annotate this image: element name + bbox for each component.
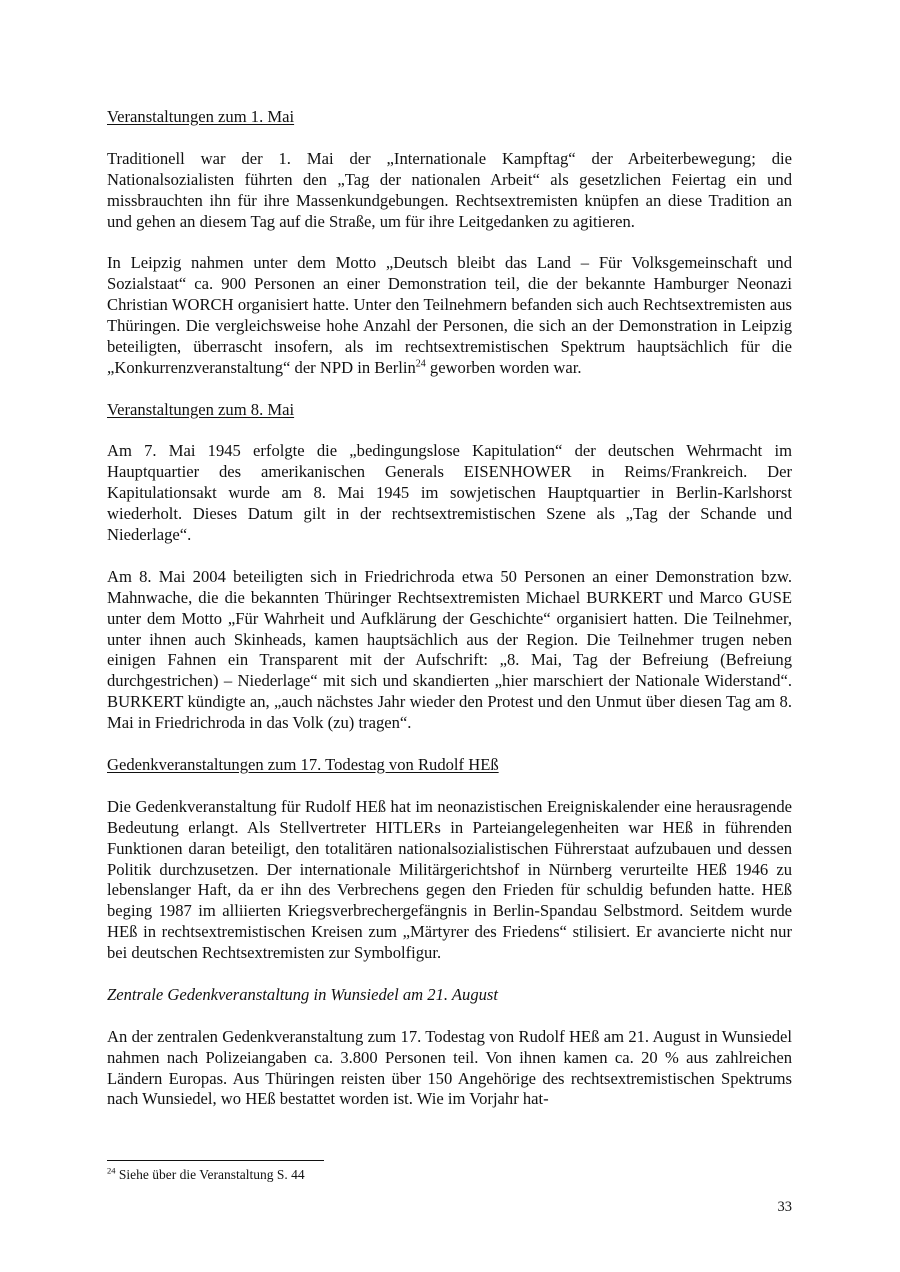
paragraph-wunsiedel: An der zentralen Gedenkveranstaltung zum 17. Todestag von Rudolf HEß am 21. August in Wunsiedel nahmen nach Polizeiangaben ca. 3.800 Personen teil. Von ihnen kamen ca. 20 % aus zahlreichen Ländern Europas. Aus Thüringen reisten über 150 Angehörige des rechtsextremistischen Spektrums nach Wunsiedel, wo HEß bestattet worden ist. Wie im Vorjahr hat-: [107, 1026, 792, 1109]
paragraph-leipzig-tail: geworben worden war.: [425, 357, 582, 377]
section-heading-wunsiedel: Zentrale Gedenkveranstaltung in Wunsiedel am 21. August: [107, 984, 498, 1004]
page-body: [107, 107, 792, 1131]
footnote-reference[interactable]: 24: [415, 358, 426, 370]
paragraph-1-mai-tradition: Traditionell war der 1. Mai der „Internationale Kampftag“ der Arbeiterbewegung; die Nationalsozialisten führten den „Tag der nationalen Arbeit“ als gesetzlichen Feiertag ein und missbrauchten ihn für ihre Massenkundgebungen. Rechtsextremisten knüpfen an diese Tradition an und gehen an diesem Tag auf die Straße, um für ihre Leitgedanken zu agitieren.: [107, 148, 792, 231]
footnote-divider: [107, 1160, 324, 1161]
paragraph-friedrichroda: Am 8. Mai 2004 beteiligten sich in Friedrichroda etwa 50 Personen an einer Demonstration bzw. Mahnwache, die die bekannten Thüringer Rechtsextremisten Michael BURKERT und Marco GUSE unter dem Motto „Für Wahrheit und Aufklärung der Geschichte“ organisiert hatten. Die Teilnehmer, unter ihnen auch Skinheads, kamen hauptsächlich aus der Region. Die Teilnehmer trugen neben einigen Fahnen ein Transparent mit der Aufschrift: „8. Mai, Tag der Befreiung (Befreiung durchgestrichen) – Niederlage“ mit sich und skandierten „hier marschiert der Nationale Widerstand“. BURKERT kündigte an, „auch nächstes Jahr wieder den Protest und den Unmut über diesen Tag am 8. Mai in Friedrichroda in das Volk (zu) tragen“.: [107, 566, 792, 733]
footnote: [107, 1167, 305, 1183]
paragraph-hess: Die Gedenkveranstaltung für Rudolf HEß hat im neonazistischen Ereigniskalender eine herausragende Bedeutung erlangt. Als Stellvertreter HITLERs in Parteiangelegenheiten war HEß in führenden Funktionen daran beteiligt, den totalitären nationalsozialistischen Führerstaat aufzubauen und dessen Politik durchzusetzen. Der internationale Militärgerichtshof in Nürnberg verurteilte HEß 1946 zu lebenslanger Haft, da er ihn des Verbrechens gegen den Frieden für schuldig befunden hatte. HEß beging 1987 im alliierten Kriegsverbrechergefängnis in Berlin-Spandau Selbstmord. Seitdem wurde HEß in rechtsextremistischen Kreisen zum „Märtyrer des Friedens“ stilisiert. Er avancierte nicht nur bei deutschen Rechtsextremisten zur Symbolfigur.: [107, 796, 792, 963]
section-heading-8-mai: Veranstaltungen zum 8. Mai: [107, 399, 295, 419]
section-heading-hess: Gedenkveranstaltungen zum 17. Todestag von Rudolf HEß: [107, 755, 499, 774]
paragraph-leipzig-text: In Leipzig nahmen unter dem Motto „Deutsch bleibt das Land – Für Volksgemeinschaft und Sozialstaat“ ca. 900 Personen an einer Demonstration teil, die der bekannte Hamburger Neonazi Christian WORCH organisiert hatte. Unter den Teilnehmern befanden sich auch Rechtsextremisten aus Thüringen. Die vergleichsweise hohe Anzahl der Personen, die sich an der Demonstration in Leipzig beteiligten, überrascht insofern, als im rechtsextremistischen Spektrum hauptsächlich für die „Konkurrenzveranstaltung“ der NPD in Berlin: [107, 253, 792, 377]
paragraph-kapitulation: Am 7. Mai 1945 erfolgte die „bedingungslose Kapitulation“ der deutschen Wehrmacht im Hauptquartier des amerikanischen Generals EISENHOWER in Reims/Frankreich. Der Kapitulationsakt wurde am 8. Mai 1945 im sowjetischen Hauptquartier in Berlin-Karlshorst wiederholt. Dieses Datum gilt in der rechtsextremistischen Szene als „Tag der Schande und Niederlage“.: [107, 441, 792, 545]
footnote-text: Siehe über die Veranstaltung S. 44: [115, 1167, 305, 1182]
footnote-number: 24: [107, 1165, 116, 1176]
paragraph-leipzig: [107, 253, 792, 378]
section-heading-1-mai: Veranstaltungen zum 1. Mai: [107, 107, 295, 126]
page-number: 33: [777, 1199, 792, 1215]
